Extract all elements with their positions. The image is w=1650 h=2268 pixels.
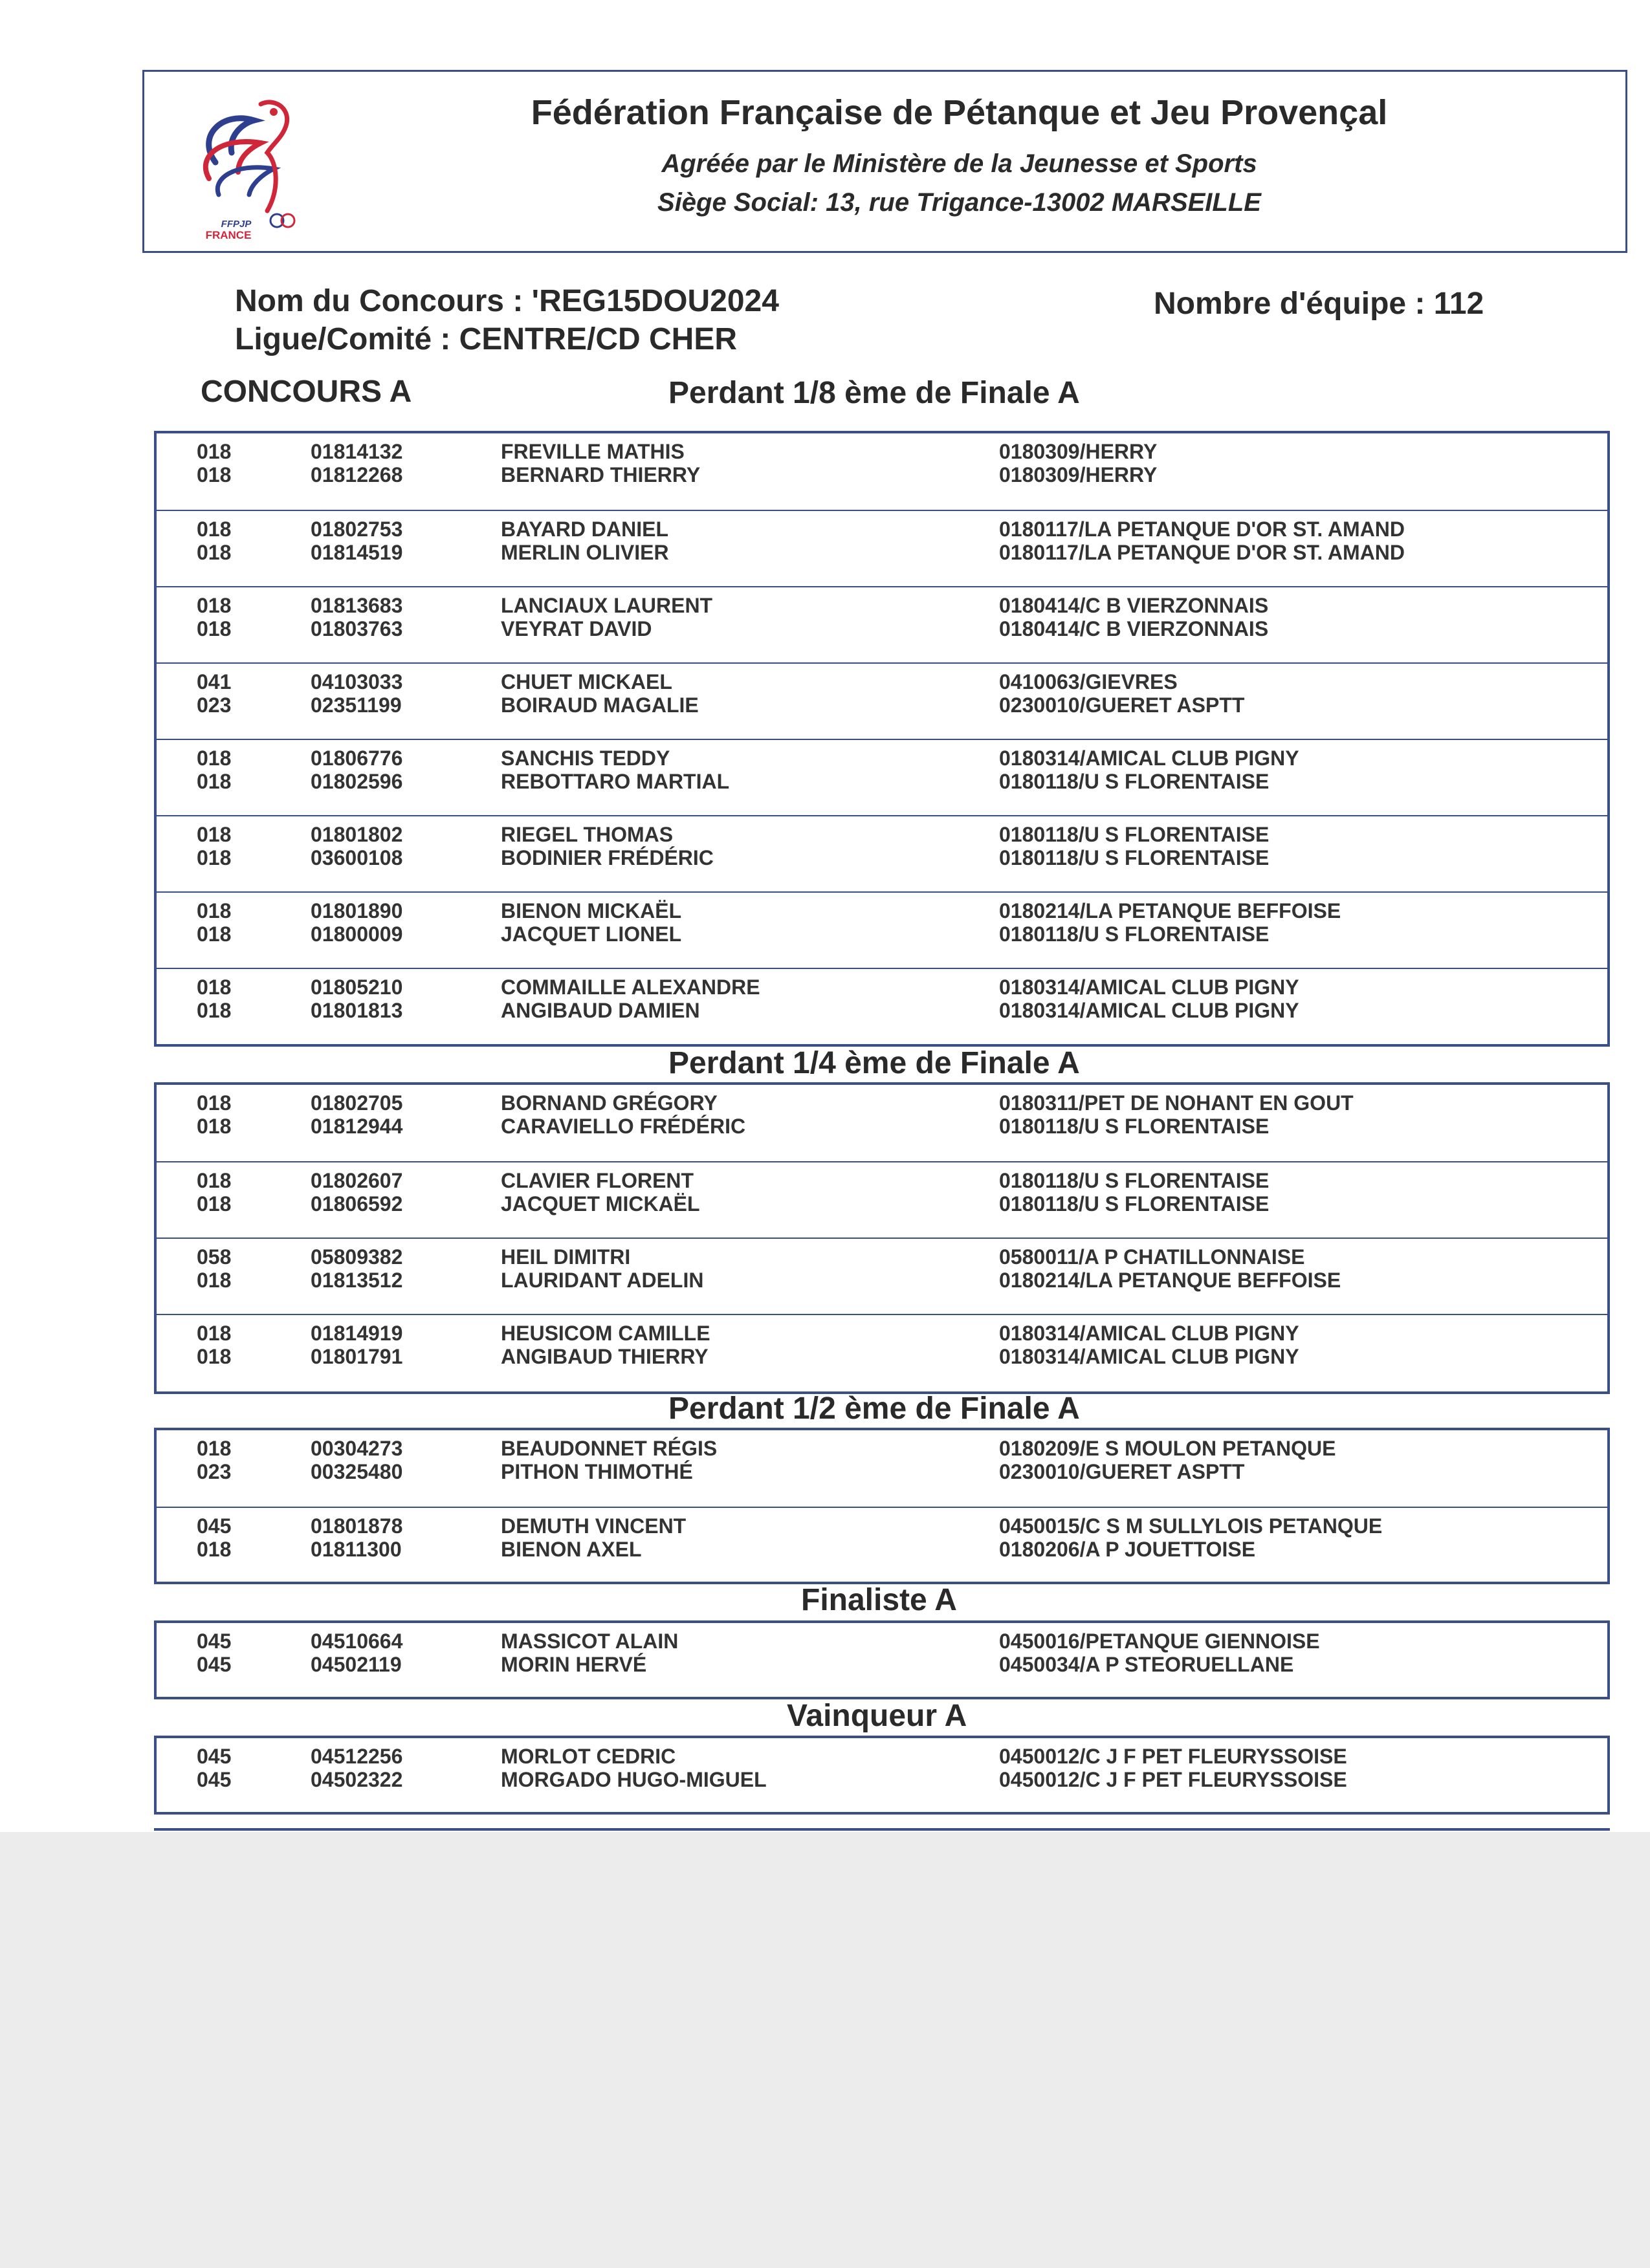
club: 0450012/C J F PET FLEURYSSOISE bbox=[999, 1745, 1347, 1768]
team-entry bbox=[157, 1314, 1607, 1391]
club: 0180118/U S FLORENTAISE bbox=[999, 846, 1270, 869]
department-code: 018 bbox=[197, 1091, 232, 1115]
section-title-finalist: Finaliste A bbox=[801, 1583, 957, 1617]
department-code: 018 bbox=[197, 899, 232, 922]
department-code: 041 bbox=[197, 670, 232, 693]
player-name: FREVILLE MATHIS bbox=[501, 440, 685, 463]
results-box-finalist bbox=[154, 1620, 1610, 1699]
club: 0450012/C J F PET FLEURYSSOISE bbox=[999, 1768, 1347, 1791]
team-entry bbox=[157, 1238, 1607, 1315]
team-entry bbox=[157, 968, 1607, 1045]
department-code: 018 bbox=[197, 1169, 232, 1192]
club: 0180309/HERRY bbox=[999, 440, 1158, 463]
license-number: 01800009 bbox=[311, 922, 403, 946]
license-number: 00304273 bbox=[311, 1437, 403, 1460]
player-row bbox=[157, 1768, 1607, 1790]
team-entry bbox=[157, 586, 1607, 664]
player-name: BEAUDONNET RÉGIS bbox=[501, 1437, 718, 1460]
player-row bbox=[157, 1653, 1607, 1675]
player-row bbox=[157, 1269, 1607, 1291]
club: 0450034/A P STEORUELLANE bbox=[999, 1653, 1294, 1676]
department-code: 023 bbox=[197, 1460, 232, 1483]
license-number: 00325480 bbox=[311, 1460, 403, 1483]
team-entry bbox=[157, 891, 1607, 969]
team-entry bbox=[157, 1085, 1607, 1161]
player-name: CLAVIER FLORENT bbox=[501, 1169, 694, 1192]
department-code: 018 bbox=[197, 1192, 232, 1216]
player-name: JACQUET MICKAËL bbox=[501, 1192, 700, 1216]
player-row bbox=[157, 1345, 1607, 1367]
license-number: 01812944 bbox=[311, 1115, 403, 1138]
player-name: LANCIAUX LAURENT bbox=[501, 594, 713, 617]
player-name: MORIN HERVÉ bbox=[501, 1653, 647, 1676]
player-name: LAURIDANT ADELIN bbox=[501, 1269, 704, 1292]
results-box-winner bbox=[154, 1736, 1610, 1815]
player-row bbox=[157, 1745, 1607, 1767]
team-entry bbox=[157, 662, 1607, 740]
department-code: 045 bbox=[197, 1745, 232, 1768]
department-code: 018 bbox=[197, 594, 232, 617]
player-name: ANGIBAUD THIERRY bbox=[501, 1345, 709, 1368]
club: 0180117/LA PETANQUE D'OR ST. AMAND bbox=[999, 518, 1405, 541]
department-code: 058 bbox=[197, 1245, 232, 1269]
license-number: 01802753 bbox=[311, 518, 403, 541]
player-row bbox=[157, 463, 1607, 485]
federation-title: Fédération Française de Pétanque et Jeu Provençal bbox=[531, 93, 1388, 132]
club: 0180314/AMICAL CLUB PIGNY bbox=[999, 1345, 1299, 1368]
club: 0180117/LA PETANQUE D'OR ST. AMAND bbox=[999, 541, 1405, 564]
department-code: 018 bbox=[197, 440, 232, 463]
department-code: 018 bbox=[197, 770, 232, 793]
player-name: BOIRAUD MAGALIE bbox=[501, 693, 699, 717]
department-code: 018 bbox=[197, 976, 232, 999]
cut-border bbox=[154, 1828, 1610, 1831]
team-count: Nombre d'équipe : 112 bbox=[1154, 287, 1484, 321]
player-name: COMMAILLE ALEXANDRE bbox=[501, 976, 760, 999]
player-name: ANGIBAUD DAMIEN bbox=[501, 999, 700, 1022]
club: 0180314/AMICAL CLUB PIGNY bbox=[999, 747, 1299, 770]
player-row bbox=[157, 999, 1607, 1021]
club: 0180214/LA PETANQUE BEFFOISE bbox=[999, 899, 1341, 922]
license-number: 01801791 bbox=[311, 1345, 403, 1368]
club: 0180314/AMICAL CLUB PIGNY bbox=[999, 999, 1299, 1022]
svg-text:FFPJP: FFPJP bbox=[221, 219, 252, 230]
club: 0180206/A P JOUETTOISE bbox=[999, 1538, 1256, 1561]
player-row bbox=[157, 1169, 1607, 1191]
player-name: BODINIER FRÉDÉRIC bbox=[501, 846, 714, 869]
player-row bbox=[157, 1192, 1607, 1214]
club: 0410063/GIEVRES bbox=[999, 670, 1178, 693]
team-entry bbox=[157, 1738, 1607, 1815]
player-name: JACQUET LIONEL bbox=[501, 922, 682, 946]
team-entry bbox=[157, 815, 1607, 893]
club: 0450015/C S M SULLYLOIS PETANQUE bbox=[999, 1514, 1383, 1538]
department-code: 018 bbox=[197, 1269, 232, 1292]
team-entry bbox=[157, 1161, 1607, 1239]
club: 0180309/HERRY bbox=[999, 463, 1158, 486]
license-number: 01803763 bbox=[311, 617, 403, 640]
department-code: 045 bbox=[197, 1768, 232, 1791]
section-title-semi-finals: Perdant 1/2 ème de Finale A bbox=[668, 1391, 1080, 1426]
license-number: 04502322 bbox=[311, 1768, 403, 1791]
player-row bbox=[157, 518, 1607, 540]
player-name: MASSICOT ALAIN bbox=[501, 1630, 679, 1653]
license-number: 01801890 bbox=[311, 899, 403, 922]
license-number: 04510664 bbox=[311, 1630, 403, 1653]
results-box-round-of-16 bbox=[154, 431, 1610, 1047]
license-number: 01801802 bbox=[311, 823, 403, 846]
player-row bbox=[157, 1514, 1607, 1536]
department-code: 023 bbox=[197, 693, 232, 717]
license-number: 01813512 bbox=[311, 1269, 403, 1292]
contest-label: CONCOURS A bbox=[201, 375, 412, 409]
player-name: BAYARD DANIEL bbox=[501, 518, 669, 541]
club: 0180311/PET DE NOHANT EN GOUT bbox=[999, 1091, 1354, 1115]
results-box-quarter-finals bbox=[154, 1082, 1610, 1394]
player-row bbox=[157, 594, 1607, 616]
license-number: 01811300 bbox=[311, 1538, 402, 1561]
department-code: 018 bbox=[197, 1345, 232, 1368]
club: 0580011/A P CHATILLONNAISE bbox=[999, 1245, 1305, 1269]
player-row bbox=[157, 1538, 1607, 1560]
department-code: 018 bbox=[197, 922, 232, 946]
section-title-round-of-16: Perdant 1/8 ème de Finale A bbox=[668, 376, 1080, 410]
svg-text:FRANCE: FRANCE bbox=[205, 229, 252, 240]
license-number: 01805210 bbox=[311, 976, 403, 999]
license-number: 04103033 bbox=[311, 670, 403, 693]
player-name: CHUET MICKAEL bbox=[501, 670, 672, 693]
player-name: VEYRAT DAVID bbox=[501, 617, 652, 640]
license-number: 03600108 bbox=[311, 846, 403, 869]
federation-subtitle-approval: Agréée par le Ministère de la Jeunesse et Sports bbox=[661, 149, 1257, 178]
license-number: 02351199 bbox=[311, 693, 402, 717]
federation-subtitle-address: Siège Social: 13, rue Trigance-13002 MARSEILLE bbox=[657, 188, 1261, 217]
department-code: 045 bbox=[197, 1514, 232, 1538]
player-row bbox=[157, 823, 1607, 845]
player-row bbox=[157, 541, 1607, 563]
player-row bbox=[157, 1091, 1607, 1113]
club: 0180118/U S FLORENTAISE bbox=[999, 1115, 1270, 1138]
player-name: HEIL DIMITRI bbox=[501, 1245, 631, 1269]
license-number: 01814132 bbox=[311, 440, 403, 463]
department-code: 018 bbox=[197, 541, 232, 564]
player-row bbox=[157, 747, 1607, 769]
department-code: 018 bbox=[197, 1437, 232, 1460]
license-number: 04502119 bbox=[311, 1653, 402, 1676]
department-code: 018 bbox=[197, 846, 232, 869]
club: 0180414/C B VIERZONNAIS bbox=[999, 617, 1269, 640]
club: 0230010/GUERET ASPTT bbox=[999, 693, 1245, 717]
department-code: 018 bbox=[197, 1115, 232, 1138]
player-name: CARAVIELLO FRÉDÉRIC bbox=[501, 1115, 746, 1138]
player-name: RIEGEL THOMAS bbox=[501, 823, 674, 846]
team-entry bbox=[157, 1623, 1607, 1699]
league-committee: Ligue/Comité : CENTRE/CD CHER bbox=[235, 322, 738, 356]
results-box-semi-finals bbox=[154, 1428, 1610, 1584]
player-row bbox=[157, 440, 1607, 462]
license-number: 01812268 bbox=[311, 463, 403, 486]
player-name: DEMUTH VINCENT bbox=[501, 1514, 687, 1538]
section-title-winner: Vainqueur A bbox=[787, 1699, 967, 1733]
player-row bbox=[157, 1322, 1607, 1344]
license-number: 01814519 bbox=[311, 541, 403, 564]
license-number: 01802705 bbox=[311, 1091, 403, 1115]
player-name: BERNARD THIERRY bbox=[501, 463, 701, 486]
team-entry bbox=[157, 1430, 1607, 1507]
player-name: BIENON AXEL bbox=[501, 1538, 642, 1561]
license-number: 01801878 bbox=[311, 1514, 403, 1538]
department-code: 018 bbox=[197, 463, 232, 486]
department-code: 018 bbox=[197, 518, 232, 541]
player-row bbox=[157, 922, 1607, 944]
club: 0180118/U S FLORENTAISE bbox=[999, 1169, 1270, 1192]
player-row bbox=[157, 770, 1607, 792]
player-name: PITHON THIMOTHÉ bbox=[501, 1460, 693, 1483]
license-number: 01802607 bbox=[311, 1169, 403, 1192]
section-title-quarter-finals: Perdant 1/4 ème de Finale A bbox=[668, 1046, 1080, 1080]
club: 0180414/C B VIERZONNAIS bbox=[999, 594, 1269, 617]
club: 0230010/GUERET ASPTT bbox=[999, 1460, 1245, 1483]
club: 0180118/U S FLORENTAISE bbox=[999, 922, 1270, 946]
player-row bbox=[157, 693, 1607, 715]
license-number: 04512256 bbox=[311, 1745, 403, 1768]
player-name: MERLIN OLIVIER bbox=[501, 541, 669, 564]
player-row bbox=[157, 976, 1607, 998]
department-code: 018 bbox=[197, 617, 232, 640]
license-number: 01806776 bbox=[311, 747, 403, 770]
team-entry bbox=[157, 510, 1607, 587]
player-row bbox=[157, 1245, 1607, 1267]
player-name: REBOTTARO MARTIAL bbox=[501, 770, 730, 793]
license-number: 05809382 bbox=[311, 1245, 403, 1269]
department-code: 045 bbox=[197, 1653, 232, 1676]
player-row bbox=[157, 617, 1607, 639]
player-name: HEUSICOM CAMILLE bbox=[501, 1322, 710, 1345]
license-number: 01813683 bbox=[311, 594, 403, 617]
club: 0180314/AMICAL CLUB PIGNY bbox=[999, 1322, 1299, 1345]
club: 0180209/E S MOULON PETANQUE bbox=[999, 1437, 1336, 1460]
license-number: 01801813 bbox=[311, 999, 403, 1022]
club: 0180118/U S FLORENTAISE bbox=[999, 1192, 1270, 1216]
player-name: MORGADO HUGO-MIGUEL bbox=[501, 1768, 767, 1791]
department-code: 018 bbox=[197, 1538, 232, 1561]
club: 0180314/AMICAL CLUB PIGNY bbox=[999, 976, 1299, 999]
player-row bbox=[157, 846, 1607, 868]
club: 0180118/U S FLORENTAISE bbox=[999, 770, 1270, 793]
license-number: 01814919 bbox=[311, 1322, 403, 1345]
team-entry bbox=[157, 739, 1607, 816]
player-row bbox=[157, 899, 1607, 921]
club: 0450016/PETANQUE GIENNOISE bbox=[999, 1630, 1320, 1653]
player-name: MORLOT CEDRIC bbox=[501, 1745, 676, 1768]
department-code: 018 bbox=[197, 823, 232, 846]
player-row bbox=[157, 1630, 1607, 1652]
player-row bbox=[157, 670, 1607, 692]
team-entry bbox=[157, 433, 1607, 510]
club: 0180118/U S FLORENTAISE bbox=[999, 823, 1270, 846]
department-code: 018 bbox=[197, 747, 232, 770]
department-code: 018 bbox=[197, 1322, 232, 1345]
team-entry bbox=[157, 1507, 1607, 1584]
player-name: BORNAND GRÉGORY bbox=[501, 1091, 718, 1115]
department-code: 045 bbox=[197, 1630, 232, 1653]
player-row bbox=[157, 1437, 1607, 1459]
contest-name: Nom du Concours : 'REG15DOU2024 bbox=[235, 284, 779, 318]
player-name: BIENON MICKAËL bbox=[501, 899, 682, 922]
player-row bbox=[157, 1460, 1607, 1482]
player-row bbox=[157, 1115, 1607, 1137]
federation-header bbox=[142, 70, 1627, 253]
license-number: 01806592 bbox=[311, 1192, 403, 1216]
department-code: 018 bbox=[197, 999, 232, 1022]
license-number: 01802596 bbox=[311, 770, 403, 793]
player-name: SANCHIS TEDDY bbox=[501, 747, 670, 770]
club: 0180214/LA PETANQUE BEFFOISE bbox=[999, 1269, 1341, 1292]
